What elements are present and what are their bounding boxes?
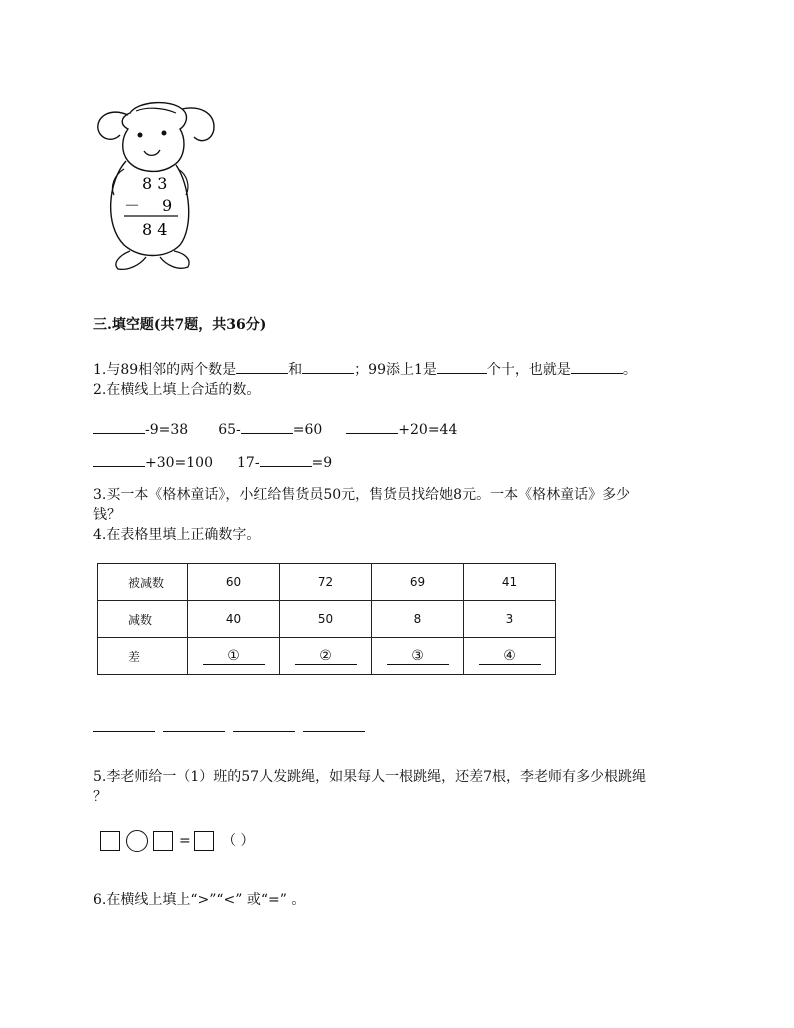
q1-blank-3[interactable] [437, 359, 487, 374]
table-answer-cell[interactable] [464, 638, 556, 675]
q2-row-1 [93, 419, 457, 439]
q1-text-c: ；99添上1是 [354, 362, 437, 378]
question-1 [93, 359, 637, 379]
answer-marker-2: ② [295, 648, 357, 665]
question-2: 2.在横线上填上合适的数。 [93, 382, 261, 398]
q2-blank-1[interactable] [93, 419, 145, 434]
table-cell: 40 [188, 601, 280, 638]
table-answer-cell[interactable] [280, 638, 372, 675]
table-cell-label: 被减数 [98, 564, 188, 601]
figure-result-digits: 8 4 [142, 220, 168, 239]
equation-box-2[interactable] [153, 831, 173, 851]
equation-box-result[interactable] [194, 831, 214, 851]
subtraction-table [97, 563, 556, 675]
figure-minus-sign: － [124, 196, 141, 215]
table-cell: 3 [464, 601, 556, 638]
q2-blank-2[interactable] [241, 419, 293, 434]
table-answer-cell[interactable] [372, 638, 464, 675]
q1-text-b: 和 [288, 362, 303, 378]
question-6: 6.在横线上填上“>”“<” 或“=” 。 [93, 892, 306, 908]
table-row [98, 564, 556, 601]
table-cell: 69 [372, 564, 464, 601]
q2-expr-4: +30=100 [145, 455, 213, 471]
question-3-line-2: 钱？ [93, 507, 121, 523]
question-3-line-1: 3.买一本《格林童话》，小红给售货员50元，售货员找给她8元。一本《格林童话》多少 [93, 487, 631, 503]
answer-blank-1[interactable] [93, 731, 155, 732]
q1-blank-1[interactable] [236, 359, 288, 374]
q2-row-2 [93, 452, 332, 472]
answer-blank-2[interactable] [163, 731, 225, 732]
table-cell: 60 [188, 564, 280, 601]
q2-blank-4[interactable] [93, 452, 145, 467]
equation-unit-paren[interactable]: （ ） [222, 833, 255, 849]
q2-expr-5a: 17- [237, 455, 260, 471]
section-heading: 三.填空题(共7题，共36分) [93, 317, 267, 333]
table-row [98, 638, 556, 675]
figure-bottom-digit: 9 [162, 196, 173, 215]
q1-text-e: 。 [622, 362, 637, 378]
answer-blank-3[interactable] [233, 731, 295, 732]
table-cell-label: 差 [98, 638, 188, 675]
q2-expr-3: +20=44 [398, 422, 458, 438]
q2-blank-5[interactable] [260, 452, 312, 467]
q1-blank-2[interactable] [302, 359, 354, 374]
table-cell: 41 [464, 564, 556, 601]
q2-expr-2b: =60 [292, 422, 323, 438]
answer-marker-4: ④ [479, 648, 541, 665]
q2-expr-5b: =9 [311, 455, 333, 471]
table-answer-cell[interactable] [188, 638, 280, 675]
table-cell-label: 减数 [98, 601, 188, 638]
q2-blank-3[interactable] [346, 419, 398, 434]
q2-expr-2a: 65- [218, 422, 241, 438]
q1-blank-4[interactable] [571, 359, 623, 374]
question-4: 4.在表格里填上正确数字。 [93, 527, 261, 543]
table-cell: 50 [280, 601, 372, 638]
question-5-line-2: ？ [93, 789, 107, 805]
question-5-line-1: 5.李老师给一（1）班的57人发跳绳，如果每人一根跳绳，还差7根，李老师有多少根跳绳 [93, 769, 646, 785]
equation-operator-circle[interactable] [126, 830, 148, 852]
equation-equals: = [179, 833, 191, 849]
q1-text-d: 个十，也就是 [486, 362, 571, 378]
figure-top-digits: 8 3 [142, 174, 168, 193]
table-row [98, 601, 556, 638]
q1-text-a: 1.与89相邻的两个数是 [93, 362, 237, 378]
answer-marker-1: ① [203, 648, 265, 665]
q2-expr-1: -9=38 [145, 422, 189, 438]
answer-marker-3: ③ [387, 648, 449, 665]
table-cell: 8 [372, 601, 464, 638]
equation-box-1[interactable] [100, 831, 120, 851]
answer-blank-4[interactable] [303, 731, 365, 732]
cartoon-figure [90, 95, 230, 275]
table-cell: 72 [280, 564, 372, 601]
